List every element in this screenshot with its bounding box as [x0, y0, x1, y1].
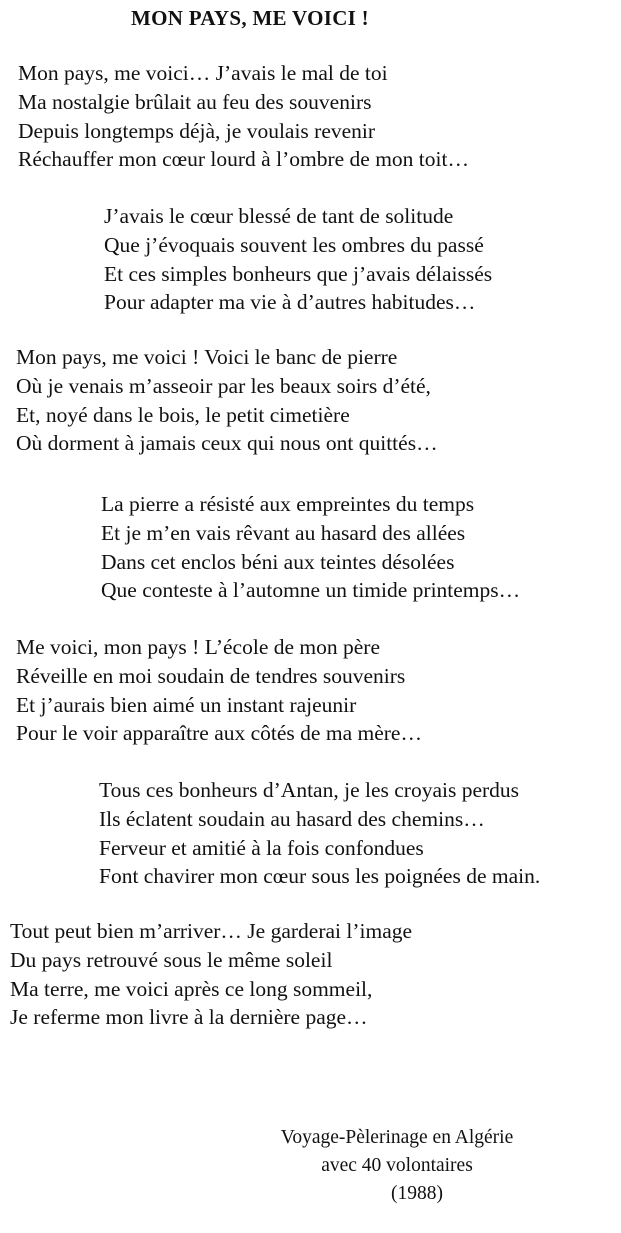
verse-line: Où je venais m’asseoir par les beaux soirs d’été, — [16, 373, 431, 398]
stanza-2 — [104, 202, 492, 317]
stanza-7 — [10, 917, 412, 1032]
verse-line: Tout peut bien m’arriver… Je garderai l’image — [10, 919, 413, 943]
verse-line: Que j’évoquais souvent les ombres du passé — [104, 232, 484, 257]
verse-line: Ferveur et amitié à la fois confondues — [99, 835, 424, 860]
verse-line: Ma nostalgie brûlait au feu des souvenirs — [18, 89, 372, 114]
verse-line: Et j’aurais bien aimé un instant rajeunir — [16, 692, 357, 717]
verse-line: Me voici, mon pays ! L’école de mon père — [16, 635, 380, 659]
verse-line: Du pays retrouvé sous le même soleil — [10, 947, 333, 972]
verse-line: Pour le voir apparaître aux côtés de ma mère… — [16, 721, 422, 746]
verse-line: Et ces simples bonheurs que j’avais délaissés — [104, 261, 493, 286]
verse-line: Font chavirer mon cœur sous les poignées de main. — [99, 864, 541, 889]
verse-line: Ma terre, me voici après ce long sommeil, — [10, 976, 373, 1001]
verse-line: Ils éclatent soudain au hasard des chemins… — [99, 806, 485, 831]
stanza-3 — [16, 343, 438, 458]
stanza-4 — [101, 490, 520, 605]
verse-line: Réchauffer mon cœur lourd à l’ombre de mon toit… — [18, 147, 469, 172]
verse-line: Dans cet enclos béni aux teintes désolées — [101, 549, 455, 574]
verse-line: Pour adapter ma vie à d’autres habitudes… — [104, 290, 476, 315]
verse-line: Depuis longtemps déjà, je voulais revenir — [18, 118, 376, 143]
verse-line: Mon pays, me voici ! Voici le banc de pierre — [16, 345, 398, 369]
verse-line: Réveille en moi soudain de tendres souvenirs — [16, 663, 406, 688]
verse-line: Tous ces bonheurs d’Antan, je les croyais perdus — [99, 778, 520, 802]
verse-line: La pierre a résisté aux empreintes du temps — [101, 492, 475, 516]
signature-date: (1988) — [391, 1183, 443, 1204]
verse-line: Que conteste à l’automne un timide printemps… — [101, 578, 521, 603]
signature-block — [240, 1124, 554, 1208]
poem-title: MON PAYS, ME VOICI ! — [131, 6, 369, 30]
verse-line: J’avais le cœur blessé de tant de solitude — [104, 204, 454, 228]
stanza-5 — [16, 633, 422, 748]
signature-line: avec 40 volontaires — [321, 1155, 473, 1176]
verse-line: Mon pays, me voici… J’avais le mal de toi — [18, 61, 388, 85]
stanza-6 — [99, 776, 540, 891]
signature-line: Voyage-Pèlerinage en Algérie — [280, 1127, 514, 1148]
verse-line: Et, noyé dans le bois, le petit cimetière — [16, 402, 350, 427]
stanza-1 — [18, 59, 469, 174]
verse-line: Je referme mon livre à la dernière page… — [10, 1005, 368, 1030]
verse-line: Et je m’en vais rêvant au hasard des allées — [101, 520, 466, 545]
verse-line: Où dorment à jamais ceux qui nous ont quittés… — [16, 431, 438, 456]
